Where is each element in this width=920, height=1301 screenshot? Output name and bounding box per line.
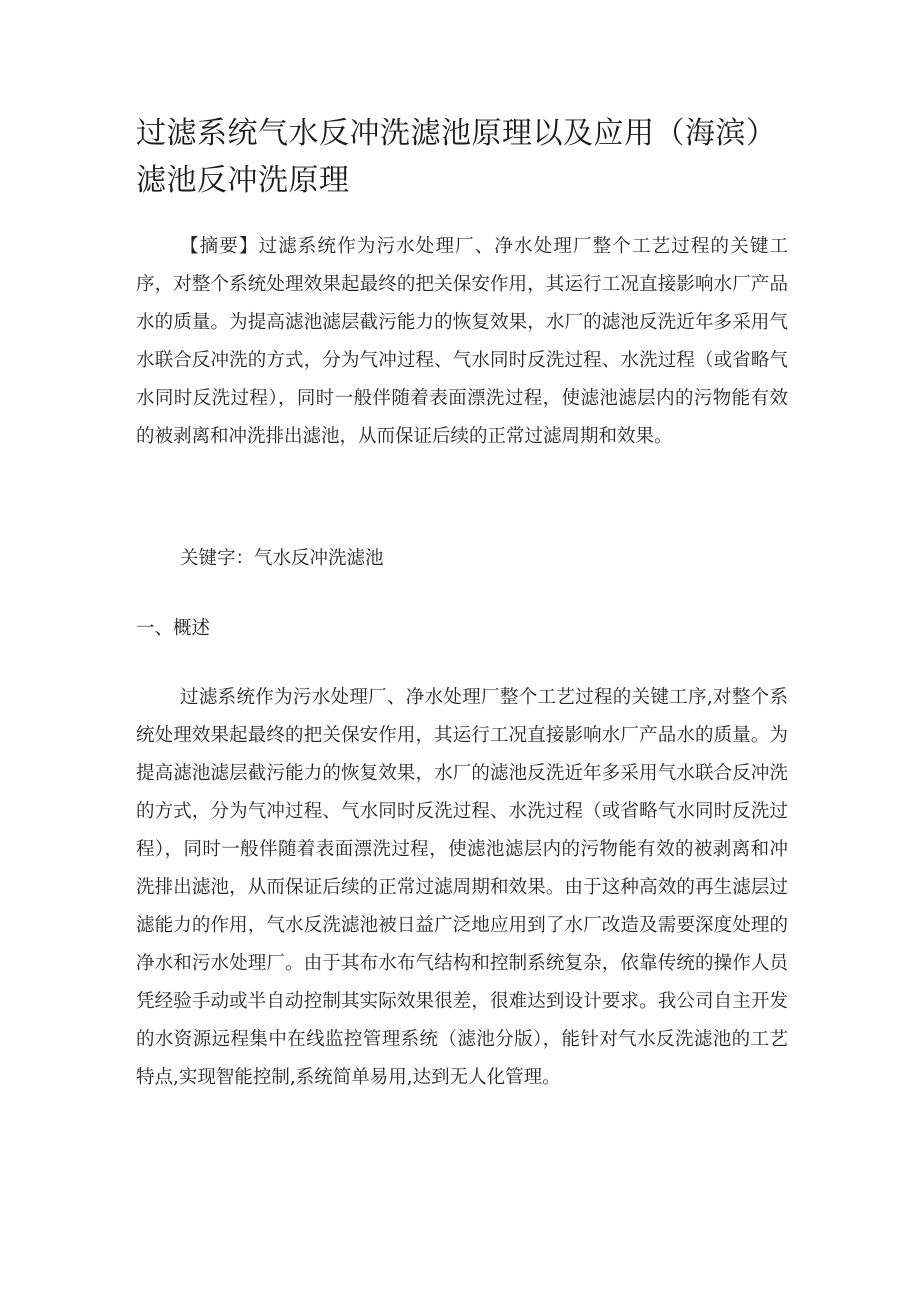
- section-heading: 一、概述: [136, 618, 211, 639]
- section-body-paragraph: 过滤系统作为污水处理厂、净水处理厂整个工艺过程的关键工序,对整个系统处理效果起最终的把关保安作用，其运行工况直接影响水厂产品水的质量。为提高滤池滤层截污能力的恢复效果，水厂的滤池反洗近年多采用气水联合反冲洗的方式，分为气冲过程、气水同时反洗过程、水洗过程（或省略气水同时反洗过程），同时一般伴随着表面漂洗过程，使滤池滤层内的污物能有效的被剥离和冲洗排出滤池，从而保证后续的正常过滤周期和效果。由于这种高效的再生滤层过滤能力的作用，气水反洗滤池被日益广泛地应用到了水厂改造及需要深度处理的净水和污水处理厂。由于其布水布气结构和控制系统复杂，依靠传统的操作人员凭经验手动或半自动控制其实际效果很差，很难达到设计要求。我公司自主开发的水资源远程集中在线监控管理系统（滤池分版），能针对气水反洗滤池的工艺特点,实现智能控制,系统简单易用,达到无人化管理。: [136, 687, 788, 1088]
- keywords-line: 关键字：气水反冲洗滤池: [180, 548, 384, 569]
- abstract-paragraph: 【摘要】过滤系统作为污水处理厂、净水处理厂整个工艺过程的关键工序，对整个系统处理效果起最终的把关保安作用，其运行工况直接影响水厂产品水的质量。为提高滤池滤层截污能力的恢复效果，水厂的滤池反洗近年多采用气水联合反冲洗的方式，分为气冲过程、气水同时反洗过程、水洗过程（或省略气水同时反洗过程），同时一般伴随着表面漂洗过程，使滤池滤层内的污物能有效的被剥离和冲洗排出滤池，从而保证后续的正常过滤周期和效果。: [136, 236, 788, 447]
- document-title: 过滤系统气水反冲洗滤池原理以及应用（海滨）滤池反冲洗原理: [136, 116, 777, 198]
